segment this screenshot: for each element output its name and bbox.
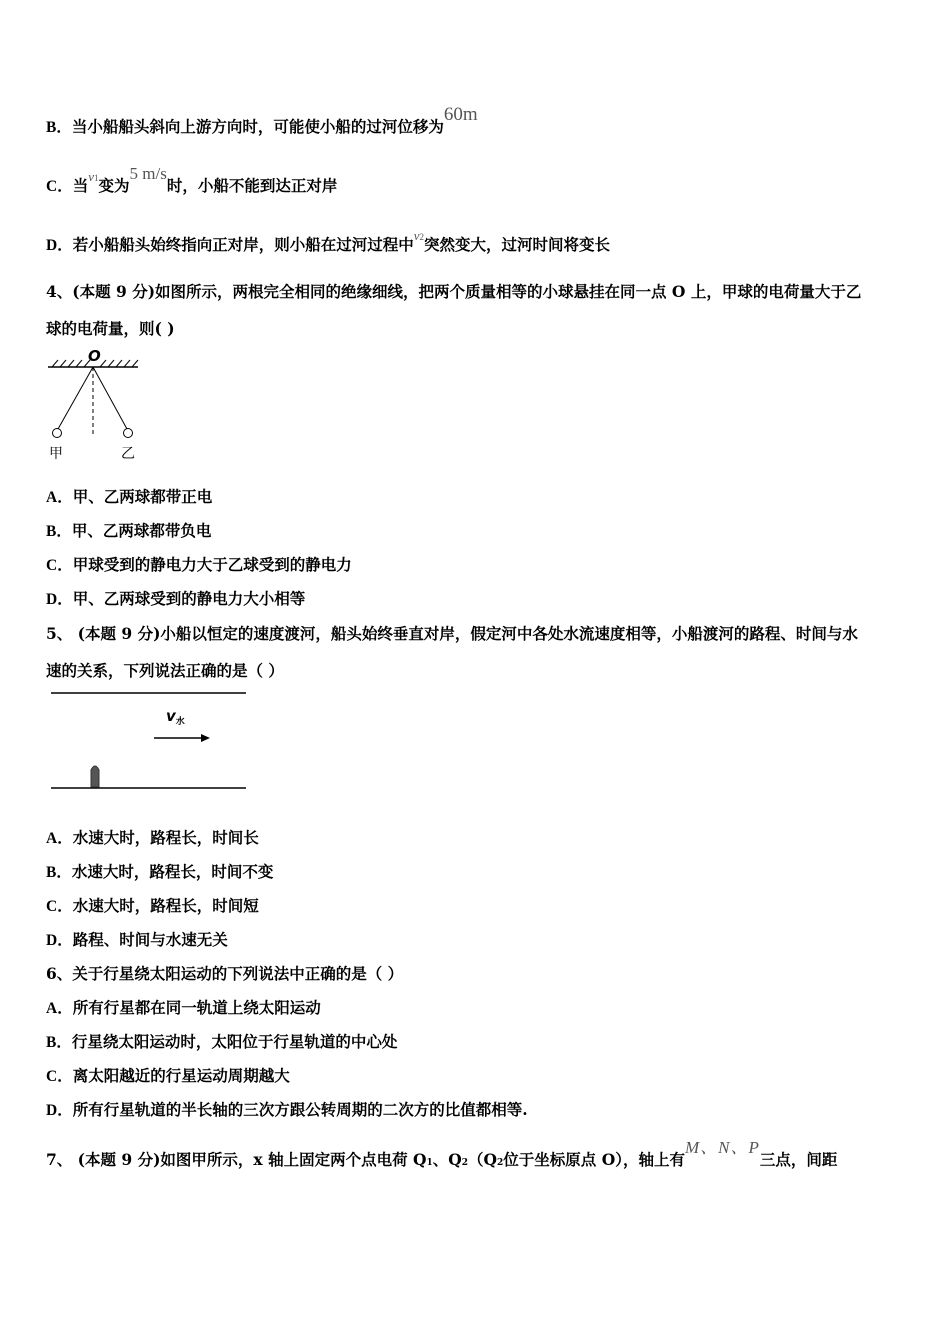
option-text: 甲球受到的静电力大于乙球受到的静电力 (72, 555, 352, 574)
q6-option-d (46, 1098, 528, 1120)
q5-option-d (46, 928, 228, 950)
boat (91, 766, 99, 787)
q5-stem-line2: 速的关系，下列说法正确的是（ ） (46, 661, 284, 680)
q3-option-c (46, 164, 338, 196)
q5-option-c (46, 894, 259, 916)
ball-yi-label: 乙 (121, 446, 135, 462)
q5-option-a (46, 826, 259, 848)
option-text: 若小船船头始终指向正对岸，则小船在过河过程中 (72, 235, 414, 254)
option-text: 当 (72, 176, 89, 195)
option-text: 时，小船不能到达正对岸 (166, 176, 338, 195)
option-letter: D． (46, 591, 73, 608)
math-mnp: M、N、P (684, 1138, 760, 1157)
q4-stem-line1: 4、(本题 9 分)如图所示，两根完全相同的绝缘细线，把两个质量相等的小球悬挂在同一点 O 上，甲球的电荷量大于乙 (46, 282, 862, 301)
option-letter: C． (46, 898, 73, 915)
q4-figure (44, 345, 144, 467)
point-o-label: O (88, 347, 101, 365)
option-letter: A． (46, 489, 73, 506)
option-text: 离太阳越近的行星运动周期越大 (72, 1066, 290, 1085)
option-text: 甲、乙两球都带负电 (71, 521, 212, 540)
option-text: 路程、时间与水速无关 (72, 930, 228, 949)
q4-option-b (46, 519, 211, 541)
option-letter: B． (46, 1034, 72, 1051)
q5-option-b (46, 860, 273, 882)
ball-jia-label: 甲 (49, 446, 63, 462)
option-text: 行星绕太阳运动时，太阳位于行星轨道的中心处 (71, 1032, 398, 1051)
option-text: 水速大时，路程长，时间不变 (71, 862, 274, 881)
option-letter: A． (46, 830, 73, 847)
option-letter: B． (46, 864, 72, 881)
ball-jia (53, 429, 62, 438)
option-text: 所有行星轨道的半长轴的三次方跟公转周期的二次方的比值都相等. (72, 1100, 528, 1119)
option-letter: B． (46, 523, 72, 540)
option-text: 甲、乙两球受到的静电力大小相等 (72, 589, 306, 608)
option-text: 水速大时，路程长，时间短 (72, 896, 259, 915)
q7-stem: 7、 (本题 9 分)如图甲所示，x 轴上固定两个点电荷 Q1、Q2（Q2位于坐标原点 O），轴上有M、N、P三点，间距 (46, 1138, 838, 1169)
q4-option-a (46, 485, 212, 507)
option-letter: D． (46, 1102, 73, 1119)
option-letter: A． (46, 1000, 73, 1017)
q3-option-d (46, 228, 611, 255)
option-letter: C． (46, 178, 73, 195)
math-v2: v2 (413, 228, 424, 243)
math-60m: 60m (443, 104, 478, 125)
option-text: 当小船船头斜向上游方向时，可能使小船的过河位移为 (71, 117, 444, 136)
water-velocity-label: $v_水$ (166, 707, 185, 727)
option-text: 所有行星都在同一轨道上绕太阳运动 (72, 998, 321, 1017)
option-letter: D． (46, 932, 73, 949)
q5-figure (48, 688, 250, 792)
option-letter: B． (46, 119, 72, 136)
math-speed: 5 m/s (129, 164, 167, 183)
math-v1: v1 (88, 169, 99, 184)
option-letter: C． (46, 557, 73, 574)
q4-option-c (46, 553, 352, 575)
q3-option-b (46, 104, 478, 138)
q4-option-d (46, 587, 305, 609)
option-text: 水速大时，路程长，时间长 (72, 828, 259, 847)
option-text: 甲、乙两球都带正电 (72, 487, 213, 506)
q6-option-c (46, 1064, 290, 1086)
q6-option-b (46, 1030, 397, 1052)
q5-stem-line1: 5、 (本题 9 分)小船以恒定的速度渡河，船头始终垂直对岸，假定河中各处水流速度相等，小船渡河的路程、时间与水 (46, 624, 858, 643)
ball-yi (124, 429, 133, 438)
option-text: 变为 (98, 176, 130, 195)
option-letter: D． (46, 237, 73, 254)
option-letter: C． (46, 1068, 73, 1085)
q6-stem: 6、关于行星绕太阳运动的下列说法中正确的是（ ） (46, 964, 404, 983)
q4-stem-line2: 球的电荷量，则( ) (46, 319, 175, 338)
option-text: 突然变大，过河时间将变长 (424, 235, 611, 254)
q6-option-a (46, 996, 321, 1018)
